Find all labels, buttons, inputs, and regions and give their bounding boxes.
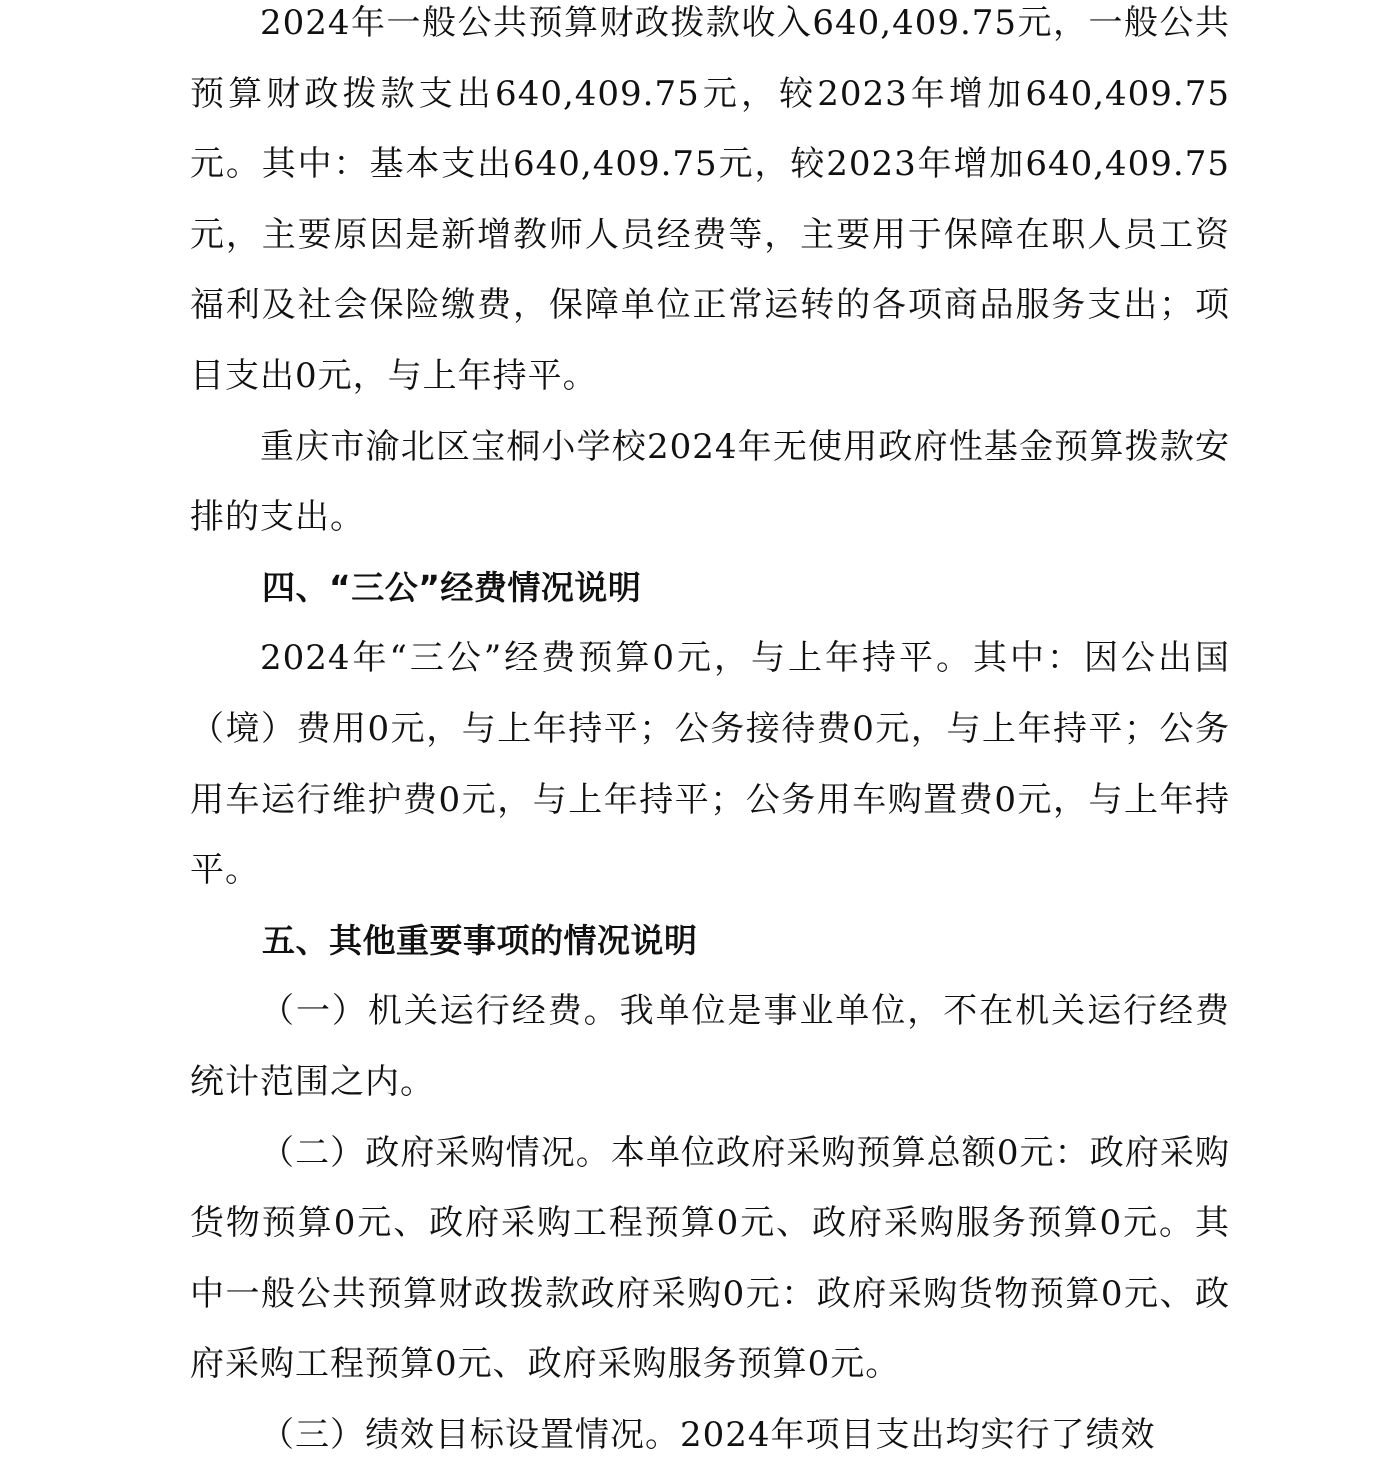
paragraph-government-procurement: （二）政府采购情况。本单位政府采购预算总额0元：政府采购货物预算0元、政府采购工程预算0元、政府采购服务预算0元。其中一般公共预算财政拨款政府采购0元：政府采购货物预算0元、政府采购工程预算0元、政府采购服务预算0元。 xyxy=(190,1132,1230,1385)
section-heading-other-matters: 五、其他重要事项的情况说明 xyxy=(262,920,698,960)
paragraph-agency-operating-expenses: （一）机关运行经费。我单位是事业单位，不在机关运行经费统计范围之内。 xyxy=(190,991,1230,1102)
paragraph-three-public-expenses: 2024年“三公”经费预算0元，与上年持平。其中：因公出国（境）费用0元，与上年持平；公务接待费0元，与上年持平；公务用车运行维护费0元，与上年持平；公务用车购置费0元，与上年持平。 xyxy=(190,638,1230,891)
paragraph-general-budget: 2024年一般公共预算财政拨款收入640,409.75元，一般公共预算财政拨款支出640,409.75元，较2023年增加640,409.75元。其中：基本支出640,409.75元，较2023年增加640,409.75元，主要原因是新增教师人员经费等，主要用于保障在职人员工资福利及社会保险缴费，保障单位正常运转的各项商品服务支出；项目支出0元，与上年持平。 xyxy=(190,3,1230,396)
paragraph-performance-targets: （三）绩效目标设置情况。2024年项目支出均实行了绩效 xyxy=(260,1414,1156,1455)
section-heading-three-public: 四、“三公”经费情况说明 xyxy=(262,567,642,607)
paragraph-government-fund: 重庆市渝北区宝桐小学校2024年无使用政府性基金预算拨款安排的支出。 xyxy=(190,426,1230,538)
document-page xyxy=(190,0,1230,1470)
